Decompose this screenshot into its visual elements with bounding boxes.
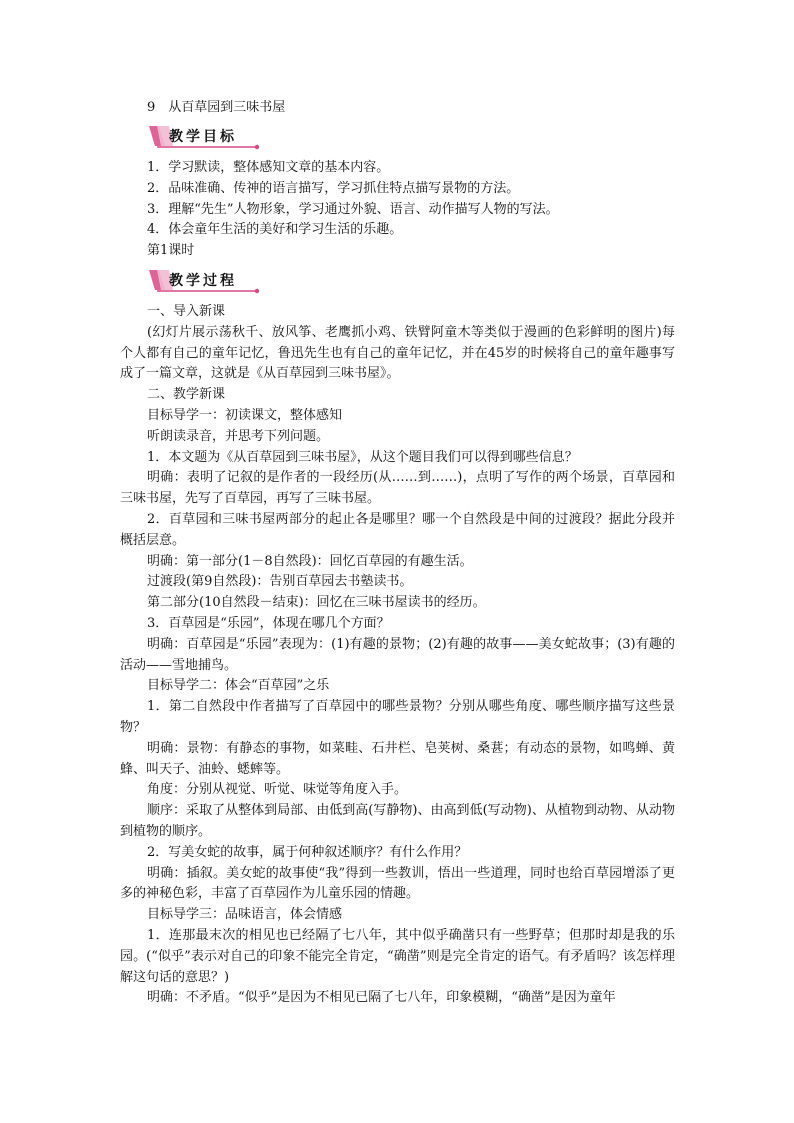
process-body (120, 302, 675, 1009)
paragraph: 目标导学三：品味语言，体会情感 (147, 907, 343, 923)
paragraph: 明确：百草园是“乐园”表现为：(1)有趣的景物；(2)有趣的故事——美女蛇故事；(3)有趣的活动——雪地捕鸟。 (120, 636, 675, 673)
goal-item: 2．品味准确、传神的语言描写，学习抓住特点描写景物的方法。 (147, 180, 520, 196)
paragraph: 第二部分(10自然段－结束)：回忆在三味书屋读书的经历。 (147, 595, 486, 611)
paragraph: 3．百草园是“乐园”，体现在哪几个方面？ (147, 615, 390, 631)
page-title: 9 从百草园到三味书屋 (147, 100, 286, 115)
goal-item: 3．理解“先生”人物形象，学习通过外貌、语言、动作描写人物的写法。 (147, 201, 559, 217)
paragraph: 角度：分别从视觉、听觉、味觉等角度入手。 (147, 782, 408, 798)
paragraph: 一、导入新课 (147, 304, 226, 319)
paragraph: (幻灯片展示荡秋千、放风筝、老鹰抓小鸡、铁臂阿童木等类似于漫画的色彩鲜明的图片)每个人都有自己的童年记忆，鲁迅先生也有自己的童年记忆，并在45岁的时候将自己的童年趣事写成了一篇文章，这就是《从百草园到三味书屋》。 (120, 324, 675, 382)
paragraph: 二、教学新课 (147, 387, 226, 403)
paragraph: 2．写美女蛇的故事，属于何种叙述顺序？有什么作用？ (147, 844, 468, 860)
goal-item: 4．体会童年生活的美好和学习生活的乐趣。 (147, 222, 403, 238)
paragraph: 听朗读录音，并思考下列问题。 (147, 428, 330, 444)
paragraph: 过渡段(第9自然段)：告别百草园去书塾读书。 (147, 574, 413, 590)
paragraph: 1．连那最末次的相见也已经隔了七八年，其中似乎确凿只有一些野草；但那时却是我的乐园。(“似乎”表示对自己的印象不能完全肯定，“确凿”则是完全肯定的语气。有矛盾吗？该怎样理解这句话的意思？) (120, 927, 675, 985)
paragraph: 明确：景物：有静态的事物，如菜畦、石井栏、皂荚树、桑葚；有动态的景物，如鸣蝉、黄蜂、叫天子、油蛉、蟋蟀等。 (120, 740, 675, 777)
process-heading-banner (147, 268, 262, 294)
paragraph: 明确：不矛盾。“似乎”是因为不相见已隔了七八年，印象模糊，“确凿”是因为童年 (147, 990, 616, 1006)
paragraph: 目标导学二：体会“百草园”之乐 (147, 678, 330, 694)
goals-heading-banner (147, 124, 262, 150)
goal-item: 1．学习默读，整体感知文章的基本内容。 (147, 160, 390, 175)
paragraph: 1．第二自然段中作者描写了百草园中的哪些景物？分别从哪些角度、哪些顺序描写这些景物？ (120, 699, 675, 735)
paragraph: 明确：第一部分(1－8自然段)：回忆百草园的有趣生活。 (147, 553, 473, 569)
paragraph: 2．百草园和三味书屋两部分的起止各是哪里？哪一个自然段是中间的过渡段？据此分段并概括层意。 (120, 511, 675, 548)
paragraph: 明确：插叙。美女蛇的故事使“我”得到一些教训，悟出一些道理，同时也给百草园增添了更多的神秘色彩，丰富了百草园作为儿童乐园的情趣。 (120, 865, 675, 902)
paragraph: 目标导学一：初读课文，整体感知 (147, 407, 343, 423)
paragraph: 明确：表明了记叙的是作者的一段经历(从……到……)，点明了写作的两个场景，百草园和三味书屋，先写了百草园，再写了三味书屋。 (120, 470, 675, 507)
paragraph: 1．本文题为《从百草园到三味书屋》，从这个题目我们可以得到哪些信息？ (147, 449, 578, 465)
goals-list (120, 158, 675, 262)
lesson-label: 第1课时 (147, 243, 195, 259)
goals-heading: 教学目标 (169, 129, 237, 145)
paragraph: 顺序：采取了从整体到局部、由低到高(写静物)、由高到低(写动物)、从植物到动物、从动物到植物的顺序。 (120, 803, 675, 839)
process-heading: 教学过程 (169, 273, 237, 289)
